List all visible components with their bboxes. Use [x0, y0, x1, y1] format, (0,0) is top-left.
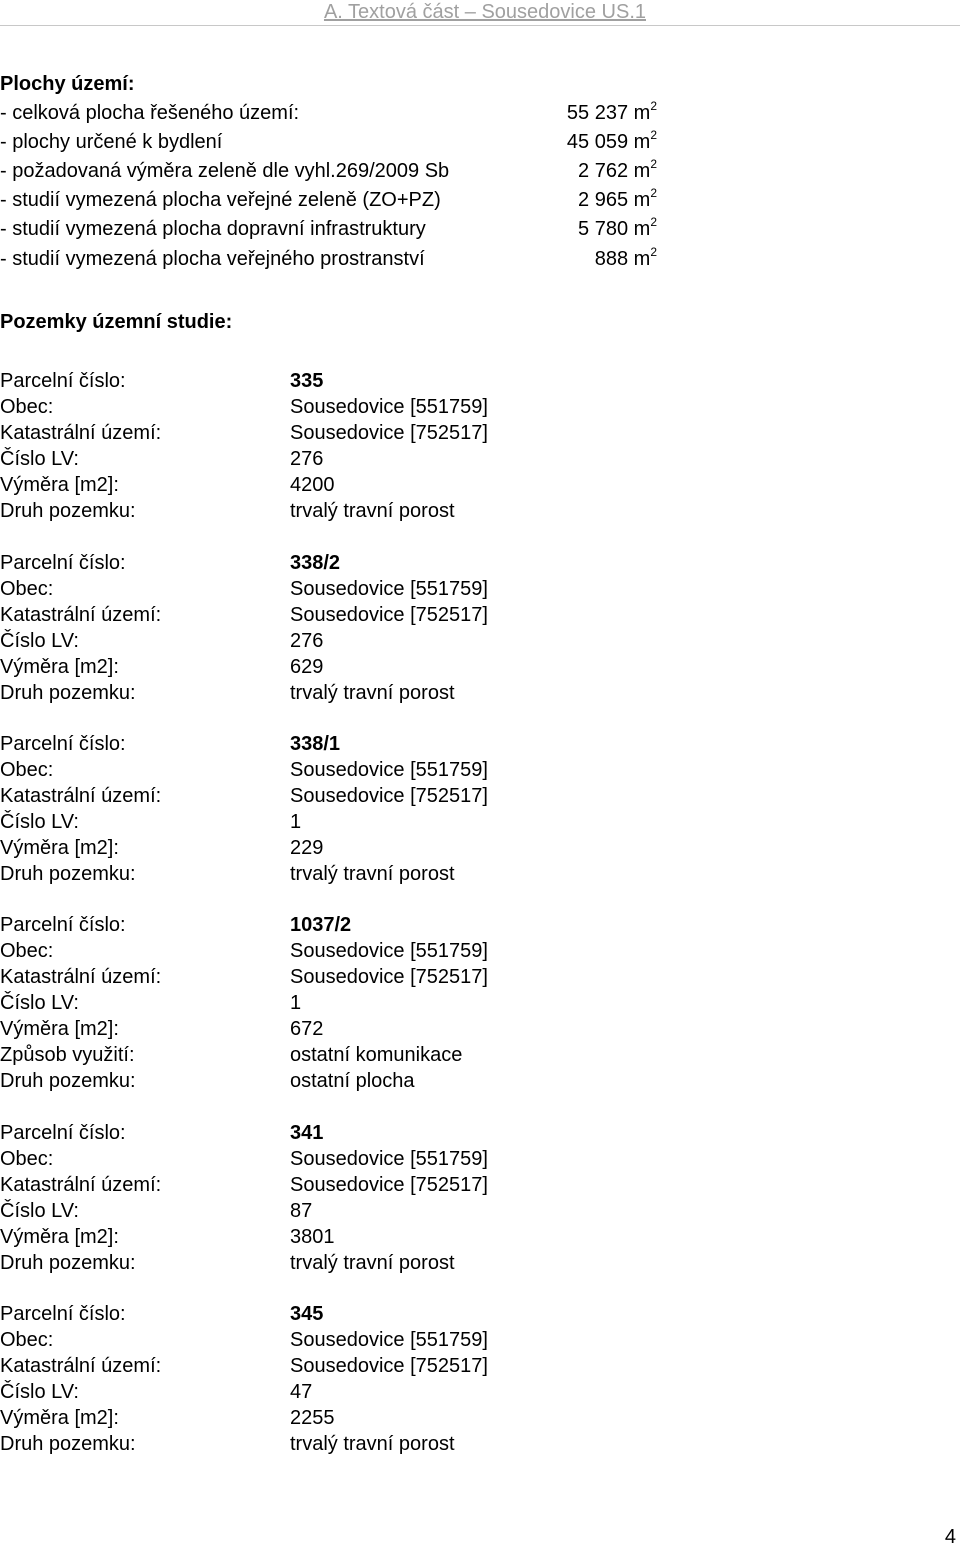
- parcel-value: 87: [290, 1200, 313, 1222]
- parcel-number: 1037/2: [290, 914, 352, 936]
- parcel-block: [0, 1120, 700, 1276]
- area-label: - plochy určené k bydlení: [0, 131, 223, 153]
- parcel-value: 3801: [290, 1226, 335, 1248]
- parcel-value: 2255: [290, 1407, 335, 1429]
- parcel-row: [0, 420, 700, 446]
- parcel-row: [0, 550, 700, 576]
- area-value: 45 059 $m^2$: [566, 128, 657, 153]
- unit-superscript: 2: [650, 245, 657, 259]
- parcel-value: Sousedovice [752517]: [290, 1174, 488, 1196]
- parcel-row: [0, 990, 700, 1016]
- parcel-value: Sousedovice [752517]: [290, 966, 488, 988]
- parcel-row: [0, 446, 700, 472]
- area-label: - celková plocha řešeného území:: [0, 102, 300, 124]
- parcel-value: 1: [290, 992, 302, 1014]
- parcel-row: [0, 757, 700, 783]
- parcel-label: Obec:: [0, 578, 54, 600]
- parcel-label: Druh pozemku:: [0, 1252, 136, 1274]
- parcel-value: Sousedovice [752517]: [290, 785, 488, 807]
- area-value: 888 $m^2$: [594, 245, 657, 270]
- parcel-value: 276: [290, 630, 324, 652]
- parcel-row: [0, 1353, 700, 1379]
- parcel-label: Druh pozemku:: [0, 863, 136, 885]
- parcel-row: [0, 1172, 700, 1198]
- parcel-value: 276: [290, 448, 324, 470]
- parcel-row: [0, 1301, 700, 1327]
- parcel-label: Výměra [m2]:: [0, 1018, 119, 1040]
- parcel-label: Číslo LV:: [0, 630, 79, 652]
- document-header-title: A. Textová část – Sousedovice US.1: [323, 1, 646, 23]
- parcel-row: [0, 1224, 700, 1250]
- parcel-label: Obec:: [0, 1148, 54, 1170]
- parcel-value: Sousedovice [551759]: [290, 1329, 488, 1351]
- parcel-row: [0, 809, 700, 835]
- parcel-label: Parcelní číslo:: [0, 1122, 126, 1144]
- parcel-row: [0, 1431, 700, 1457]
- parcel-label: Katastrální území:: [0, 1174, 162, 1196]
- parcel-value: 629: [290, 656, 324, 678]
- parcel-row: [0, 602, 700, 628]
- parcel-label: Výměra [m2]:: [0, 656, 119, 678]
- parcel-value: 4200: [290, 474, 335, 496]
- parcel-label: Číslo LV:: [0, 1200, 79, 1222]
- parcel-number: 341: [290, 1122, 324, 1144]
- parcel-label: Číslo LV:: [0, 448, 79, 470]
- parcel-row: [0, 576, 700, 602]
- parcel-label: Druh pozemku:: [0, 500, 136, 522]
- parcel-row: [0, 835, 700, 861]
- header-divider: [0, 25, 960, 26]
- parcel-label: Číslo LV:: [0, 992, 79, 1014]
- parcel-label: Druh pozemku:: [0, 682, 136, 704]
- parcel-row: [0, 731, 700, 757]
- parcel-row: [0, 1198, 700, 1224]
- parcel-row: [0, 1250, 700, 1276]
- parcel-label: Výměra [m2]:: [0, 837, 119, 859]
- plochy-heading: Plochy území:: [0, 73, 135, 95]
- parcel-row: [0, 1405, 700, 1431]
- parcel-label: Výměra [m2]:: [0, 474, 119, 496]
- parcel-number: 338/2: [290, 552, 341, 574]
- parcel-value: trvalý travní porost: [290, 863, 455, 885]
- parcel-row: [0, 1068, 700, 1094]
- parcel-label: Výměra [m2]:: [0, 1407, 119, 1429]
- parcel-number: 345: [290, 1303, 324, 1325]
- area-value: 55 237 $m^2$: [566, 99, 657, 124]
- area-label: - studií vymezená plocha veřejného prostranství: [0, 248, 425, 270]
- parcel-value: 1: [290, 811, 302, 833]
- parcel-value: Sousedovice [551759]: [290, 759, 488, 781]
- parcel-value: trvalý travní porost: [290, 500, 455, 522]
- parcel-label: Způsob využití:: [0, 1044, 135, 1066]
- parcel-value: Sousedovice [551759]: [290, 940, 488, 962]
- unit-superscript: 2: [650, 157, 657, 171]
- parcel-label: Katastrální území:: [0, 604, 162, 626]
- parcel-value: ostatní komunikace: [290, 1044, 463, 1066]
- parcel-value: Sousedovice [752517]: [290, 422, 488, 444]
- parcel-row: [0, 1327, 700, 1353]
- parcel-value: Sousedovice [752517]: [290, 1355, 488, 1377]
- parcel-label: Obec:: [0, 759, 54, 781]
- parcel-label: Katastrální území:: [0, 966, 162, 988]
- parcel-label: Číslo LV:: [0, 811, 79, 833]
- area-label: - studií vymezená plocha dopravní infrastruktury: [0, 218, 426, 240]
- parcel-label: Parcelní číslo:: [0, 1303, 126, 1325]
- parcel-label: Parcelní číslo:: [0, 370, 126, 392]
- parcel-row: [0, 680, 700, 706]
- parcel-value: 47: [290, 1381, 313, 1403]
- parcel-block: [0, 550, 700, 706]
- parcel-row: [0, 964, 700, 990]
- area-value: 2 762 $m^2$: [578, 157, 657, 182]
- parcel-value: Sousedovice [752517]: [290, 604, 488, 626]
- parcel-label: Číslo LV:: [0, 1381, 79, 1403]
- area-label: - požadovaná výměra zeleně dle vyhl.269/2009 Sb: [0, 160, 450, 182]
- parcel-label: Katastrální území:: [0, 422, 162, 444]
- parcel-value: trvalý travní porost: [290, 682, 455, 704]
- parcel-label: Parcelní číslo:: [0, 552, 126, 574]
- parcel-row: [0, 1379, 700, 1405]
- area-label: - studií vymezená plocha veřejné zeleně (ZO+PZ): [0, 189, 441, 211]
- parcel-value: trvalý travní porost: [290, 1433, 455, 1455]
- unit-superscript: 2: [650, 186, 657, 200]
- parcel-row: [0, 1120, 700, 1146]
- parcel-label: Katastrální území:: [0, 1355, 162, 1377]
- parcel-value: Sousedovice [551759]: [290, 396, 488, 418]
- parcel-label: Parcelní číslo:: [0, 914, 126, 936]
- parcel-value: 672: [290, 1018, 324, 1040]
- parcel-number: 335: [290, 370, 324, 392]
- parcel-label: Druh pozemku:: [0, 1433, 136, 1455]
- parcel-label: Katastrální území:: [0, 785, 162, 807]
- page-number: 4: [944, 1526, 956, 1548]
- parcel-block: [0, 912, 700, 1094]
- parcel-row: [0, 498, 700, 524]
- parcel-block: [0, 731, 700, 887]
- parcel-value: Sousedovice [551759]: [290, 578, 488, 600]
- parcel-label: Parcelní číslo:: [0, 733, 126, 755]
- parcel-row: [0, 783, 700, 809]
- parcel-label: Výměra [m2]:: [0, 1226, 119, 1248]
- parcel-row: [0, 628, 700, 654]
- parcel-label: Druh pozemku:: [0, 1070, 136, 1092]
- area-value: 5 780 $m^2$: [578, 215, 657, 240]
- parcel-row: [0, 472, 700, 498]
- unit-superscript: 2: [650, 215, 657, 229]
- parcel-row: [0, 1016, 700, 1042]
- parcel-value: trvalý travní porost: [290, 1252, 455, 1274]
- parcel-row: [0, 1146, 700, 1172]
- unit-superscript: 2: [650, 128, 657, 142]
- parcel-row: [0, 861, 700, 887]
- parcel-row: [0, 938, 700, 964]
- unit-superscript: 2: [650, 99, 657, 113]
- pozemky-heading: Pozemky územní studie:: [0, 311, 233, 333]
- parcel-row: [0, 912, 700, 938]
- parcel-label: Obec:: [0, 1329, 54, 1351]
- parcel-row: [0, 368, 700, 394]
- parcel-block: [0, 1301, 700, 1457]
- area-value: 2 965 $m^2$: [578, 186, 657, 211]
- parcel-row: [0, 394, 700, 420]
- parcel-block: [0, 368, 700, 524]
- parcel-value: ostatní plocha: [290, 1070, 415, 1092]
- parcel-row: [0, 654, 700, 680]
- parcel-label: Obec:: [0, 396, 54, 418]
- parcel-value: 229: [290, 837, 324, 859]
- parcel-value: Sousedovice [551759]: [290, 1148, 488, 1170]
- parcel-row: [0, 1042, 700, 1068]
- parcel-label: Obec:: [0, 940, 54, 962]
- parcel-number: 338/1: [290, 733, 341, 755]
